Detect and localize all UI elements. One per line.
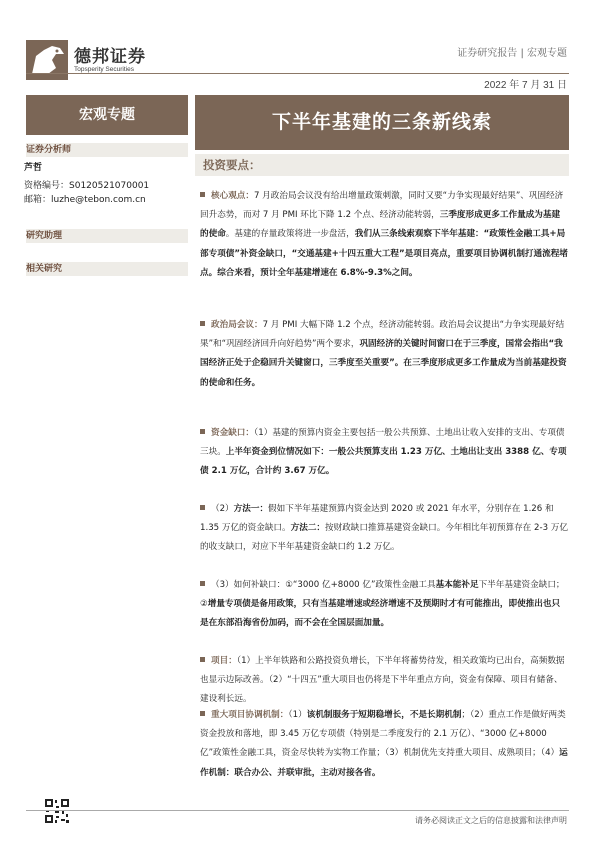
report-category: 证券研究报告 | 宏观专题 (457, 48, 567, 59)
company-logo-icon (26, 40, 68, 80)
related-research-heading: 相关研究 (26, 262, 188, 276)
footer-divider (26, 810, 569, 811)
emphasis-text: 上半年资金到位情况如下：一般公共预算支出 1.23 万亿、土地出让支出 3388 亿、专项债 2.1 万亿，合计约 3.67 万亿。 (200, 447, 567, 477)
body-text: 7 月政治局会议没有给出增量政策刺激，同时又要“力争实现最好结果”、巩固经济回升态势，而对 7 月 PMI 环比下降 1.2 个点、经济动能转弱， (200, 191, 564, 221)
emphasis-text: 三季度形成更多工作量成为基建的使命 (200, 210, 561, 240)
body-text: 假如下半年基建预算内资金达到 2020 或 2021 年水平，分别存在 1.26 和 1.35 万亿的资金缺口。 (200, 504, 554, 534)
analyst-email[interactable]: 邮箱：luzhe@tebon.com.cn (24, 195, 146, 205)
analyst-name: 芦哲 (24, 163, 43, 173)
paragraph-heading: 资金缺口： (211, 428, 254, 438)
paragraph-funding-methods (200, 500, 568, 558)
paragraph-funding-gap (200, 424, 568, 482)
bullet-icon (200, 429, 205, 434)
emphasis-text: 运作机制：联合办公、并联审批，主动对接各省。 (200, 748, 568, 778)
paragraph-filling-gap (200, 576, 568, 634)
qr-code-icon[interactable] (44, 798, 70, 824)
brand-name: 德邦证券 (74, 47, 146, 67)
paragraph-heading: 核心观点： (211, 191, 254, 201)
emphasis-text: 增量专项债是备用政策，只有当基建增速或经济增速不及预期时才有可能推出，即使推出也只是在东部沿海省份加码，而不会在全国层面加量。 (200, 599, 561, 629)
bullet-icon (200, 192, 205, 197)
body-text: （1）基建的预算内资金主要包括一般公共预算、土地出让收入安排的支出、专项债三块。 (200, 428, 565, 458)
body-text: ；（2）重点工作是做好两类资金投放和落地，即 3.45 万亿专项债（特别是二季度发行的 2.1 万亿）、“3000 亿+8000 亿”政策性金融工具，资金尽快转为实物工作量；（3）机制优先支持重大项目、成熟项目；（4） (200, 710, 566, 759)
body-text: （1）上半年铁路和公路投资负增长，下半年将蓄势待发，相关政策均已出台，高频数据也显示边际改善。（2）“十四五”重大项目也仍将是下半年重点方向，资金有保障、项目有储备、建设利长远。 (200, 656, 565, 705)
paragraph-coordination-mechanism (200, 706, 568, 783)
body-text: （2） (211, 504, 234, 514)
paragraph-heading: 重大项目协调机制： (211, 710, 289, 720)
paragraph-projects (200, 652, 568, 710)
paragraph-politburo (200, 316, 568, 393)
bullet-icon (200, 581, 205, 586)
bullet-icon (200, 657, 205, 662)
body-text: 。基建的存量政策将进一步盘活， (225, 229, 355, 240)
emphasis-text: 巩固经济的关键时间窗口在于三季度，国常会指出“我国经济正处于企稳回升关键窗口，三季度至关重要”。在三季度形成更多工作量成为当前基建投资的使命和任务。 (200, 339, 567, 388)
research-assistant-heading: 研究助理 (26, 229, 188, 243)
sidebar-banner: 宏观专题 (26, 95, 188, 135)
emphasis-text: 我们从三条线索观察下半年基建：“政策性金融工具+局部专项债”补资金缺口，“交通基建+十四五重大工程”是项目亮点，重要项目协调机制打通流程堵点。综合来看，预计全年基建增速在 6.8%-9.3%之间。 (200, 229, 568, 278)
header-divider (26, 73, 569, 74)
analyst-heading: 证券分析师 (26, 143, 188, 157)
disclaimer-note: 请务必阅读正文之后的信息披露和法律声明 (415, 816, 567, 825)
bullet-icon (200, 505, 205, 510)
body-text: （1） (288, 710, 307, 720)
body-text: 按财政缺口推算基建资金缺口。今年相比年初预算存在 2-3 万亿的收支缺口，对应下半年基建资金缺口约 1.2 万亿。 (200, 523, 568, 553)
body-text: （3）如何补缺口：①“3000 亿+8000 亿”政策性金融工具 (211, 580, 436, 590)
report-date: 2022 年 7 月 31 日 (484, 80, 567, 91)
body-text: 7 月 PMI 大幅下降 1.2 个点，经济动能转弱。政治局会议提出“力争实现最好结果”和“巩固经济回升向好趋势”两个要求， (200, 320, 565, 350)
paragraph-heading: 政治局会议： (211, 320, 263, 330)
analyst-registration: 资格编号：S0120521070001 (24, 181, 150, 191)
bullet-icon (200, 321, 205, 326)
brand-name-english: Topsperity Securities (74, 66, 134, 73)
emphasis-text: 该机制服务于短期稳增长，不是长期机制 (306, 710, 462, 720)
paragraph-core-view (200, 187, 568, 283)
key-points-label: 投资要点： (203, 158, 261, 172)
emphasis-text: 基本能补足 (435, 580, 479, 590)
paragraph-heading: 项目： (211, 656, 237, 666)
emphasis-text: 方法二： (290, 523, 326, 534)
report-title: 下半年基建的三条新线索 (195, 95, 569, 150)
emphasis-text: 方法一： (233, 504, 269, 514)
body-text: 下半年基建资金缺口；② (200, 580, 565, 610)
bullet-icon (200, 711, 205, 716)
